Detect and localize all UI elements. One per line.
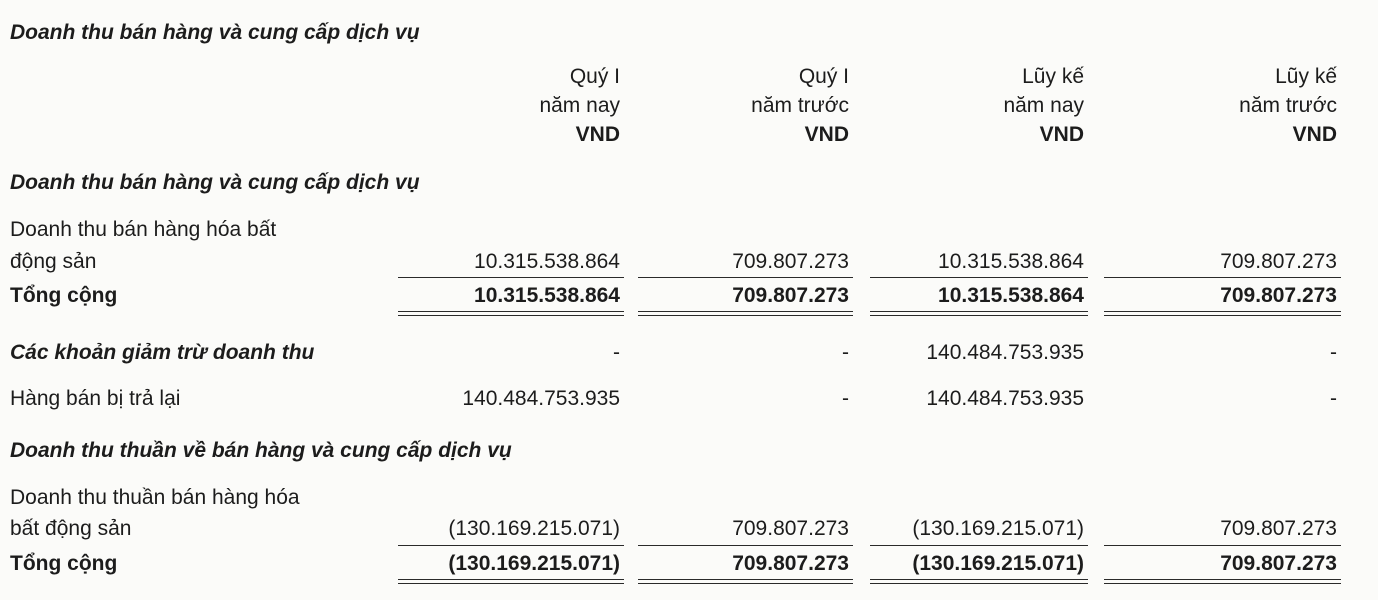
row-label-line2: bất động sản bbox=[10, 517, 132, 540]
row-label-line1: Doanh thu thuần bán hàng hóa bbox=[10, 486, 300, 509]
subtotal-rule bbox=[398, 545, 624, 546]
cell-value: - bbox=[842, 341, 849, 364]
total-value: 709.807.273 bbox=[732, 284, 849, 307]
cell-value: 140.484.753.935 bbox=[926, 341, 1084, 364]
cell-value: 709.807.273 bbox=[1220, 517, 1337, 540]
cell-value: 709.807.273 bbox=[732, 517, 849, 540]
header-line2: năm trước bbox=[751, 94, 849, 117]
column-header-q1-this-year bbox=[400, 62, 620, 149]
cell-value: 10.315.538.864 bbox=[938, 250, 1084, 273]
header-unit: VND bbox=[1039, 123, 1084, 146]
total-label: Tổng cộng bbox=[10, 552, 118, 575]
cell-value: 140.484.753.935 bbox=[462, 387, 620, 410]
header-line1: Lũy kế bbox=[1022, 65, 1084, 88]
subtotal-rule bbox=[870, 277, 1088, 278]
header-line1: Lũy kế bbox=[1275, 65, 1337, 88]
cell-value: (130.169.215.071) bbox=[912, 517, 1084, 540]
column-header-ytd-this-year bbox=[864, 62, 1084, 149]
column-header-ytd-last-year bbox=[1117, 62, 1337, 149]
page-title: Doanh thu bán hàng và cung cấp dịch vụ bbox=[10, 21, 420, 44]
total-double-rule bbox=[870, 579, 1088, 584]
total-double-rule bbox=[638, 579, 853, 584]
total-value: (130.169.215.071) bbox=[448, 552, 620, 575]
header-unit: VND bbox=[1292, 123, 1337, 146]
total-double-rule bbox=[1104, 311, 1341, 316]
total-double-rule bbox=[398, 311, 624, 316]
row-label: Hàng bán bị trả lại bbox=[10, 387, 181, 410]
header-line2: năm nay bbox=[1003, 94, 1084, 117]
total-value: 709.807.273 bbox=[732, 552, 849, 575]
section-title-deductions: Các khoản giảm trừ doanh thu bbox=[10, 341, 315, 364]
cell-value: 140.484.753.935 bbox=[926, 387, 1084, 410]
cell-value: 709.807.273 bbox=[1220, 250, 1337, 273]
header-line2: năm nay bbox=[539, 94, 620, 117]
total-value: (130.169.215.071) bbox=[912, 552, 1084, 575]
row-label-line2: động sản bbox=[10, 250, 97, 273]
cell-value: (130.169.215.071) bbox=[448, 517, 620, 540]
section-title-revenue: Doanh thu bán hàng và cung cấp dịch vụ bbox=[10, 171, 420, 194]
cell-value: - bbox=[1330, 341, 1337, 364]
cell-value: 709.807.273 bbox=[732, 250, 849, 273]
header-line1: Quý I bbox=[569, 65, 620, 88]
total-double-rule bbox=[638, 311, 853, 316]
subtotal-rule bbox=[638, 277, 853, 278]
total-double-rule bbox=[398, 579, 624, 584]
subtotal-rule bbox=[1104, 545, 1341, 546]
column-header-q1-last-year bbox=[629, 62, 849, 149]
subtotal-rule bbox=[638, 545, 853, 546]
total-double-rule bbox=[870, 311, 1088, 316]
cell-value: - bbox=[842, 387, 849, 410]
header-line1: Quý I bbox=[798, 65, 849, 88]
header-line2: năm trước bbox=[1239, 94, 1337, 117]
header-unit: VND bbox=[804, 123, 849, 146]
total-value: 709.807.273 bbox=[1220, 552, 1337, 575]
section-title-net-revenue: Doanh thu thuần về bán hàng và cung cấp dịch vụ bbox=[10, 439, 512, 462]
cell-value: - bbox=[1330, 387, 1337, 410]
header-unit: VND bbox=[575, 123, 620, 146]
subtotal-rule bbox=[1104, 277, 1341, 278]
total-label: Tổng cộng bbox=[10, 284, 118, 307]
cell-value: 10.315.538.864 bbox=[474, 250, 620, 273]
total-double-rule bbox=[1104, 579, 1341, 584]
subtotal-rule bbox=[398, 277, 624, 278]
total-value: 709.807.273 bbox=[1220, 284, 1337, 307]
total-value: 10.315.538.864 bbox=[474, 284, 620, 307]
subtotal-rule bbox=[870, 545, 1088, 546]
cell-value: - bbox=[613, 341, 620, 364]
row-label-line1: Doanh thu bán hàng hóa bất bbox=[10, 218, 277, 241]
total-value: 10.315.538.864 bbox=[938, 284, 1084, 307]
